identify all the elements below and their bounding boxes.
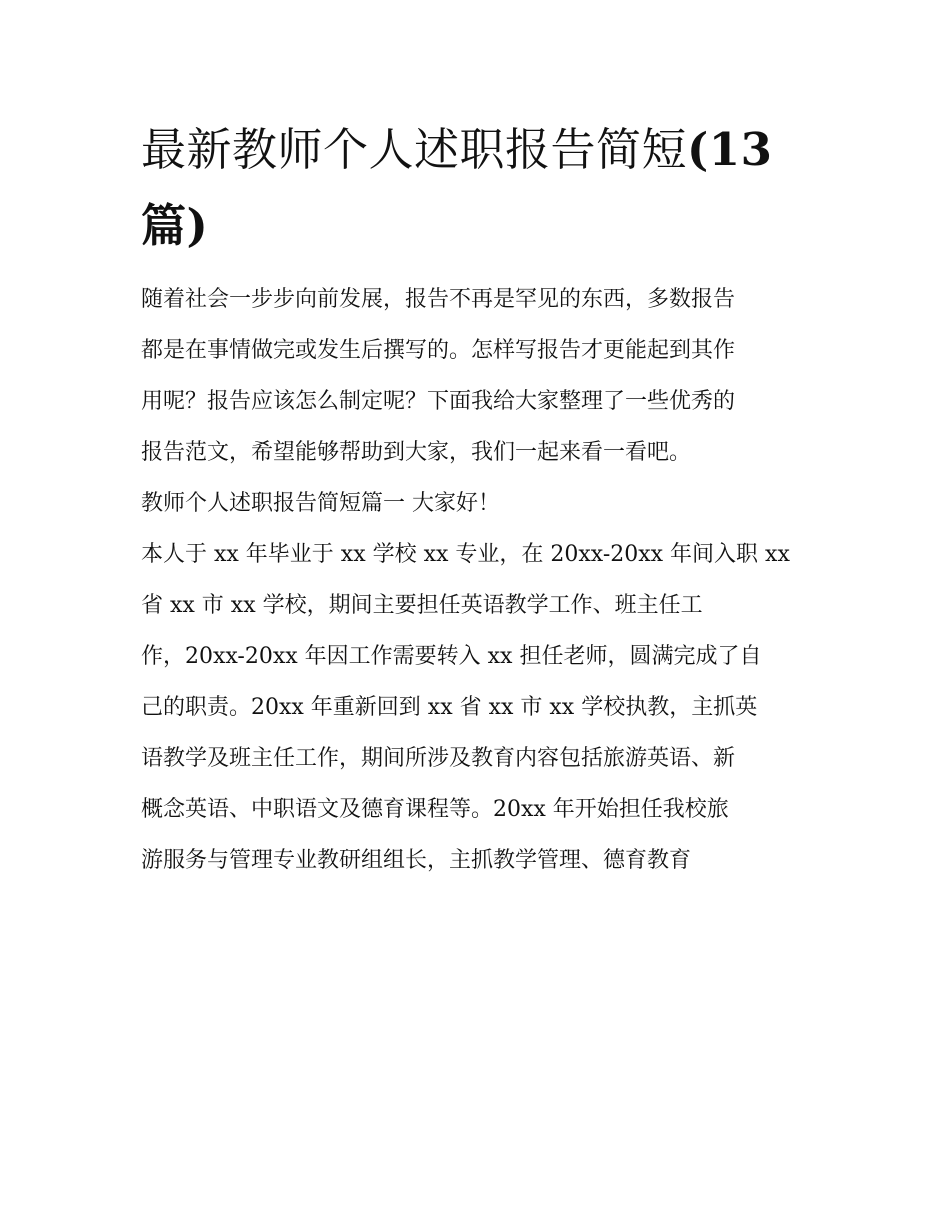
body-line: 省 xx 市 xx 学校，期间主要担任英语教学工作、班主任工	[141, 593, 703, 618]
document-content	[141, 112, 813, 886]
section-heading-text: 教师个人述职报告简短篇一 大家好！	[141, 491, 500, 516]
body-line: 语教学及班主任工作，期间所涉及教育内容包括旅游英语、新	[141, 746, 736, 771]
intro-line: 随着社会一步步向前发展，报告不再是罕见的东西，多数报告	[141, 287, 736, 312]
title-main-text: 最新教师个人述职报告简短	[141, 123, 688, 176]
intro-line: 用呢？报告应该怎么制定呢？下面我给大家整理了一些优秀的	[141, 389, 736, 414]
body-line: 概念英语、中职语文及德育课程等。20xx 年开始担任我校旅	[141, 797, 729, 822]
intro-paragraph	[141, 274, 813, 478]
document-title	[141, 112, 813, 264]
body-paragraph	[141, 529, 813, 886]
body-line: 己的职责。20xx 年重新回到 xx 省 xx 市 xx 学校执教，主抓英	[141, 695, 758, 720]
title-line-1	[141, 112, 813, 188]
body-line: 本人于 xx 年毕业于 xx 学校 xx 专业，在 20xx-20xx 年间入职 xx	[141, 542, 790, 567]
intro-line: 报告范文，希望能够帮助到大家，我们一起来看一看吧。	[141, 440, 692, 465]
section-heading	[141, 478, 813, 529]
title-count-close: 篇)	[141, 199, 209, 252]
body-line: 游服务与管理专业教研组组长，主抓教学管理、德育教育	[141, 848, 692, 873]
intro-line: 都是在事情做完或发生后撰写的。怎样写报告才更能起到其作	[141, 338, 736, 363]
title-line-2	[141, 188, 813, 264]
body-line: 作，20xx-20xx 年因工作需要转入 xx 担任老师，圆满完成了自	[141, 644, 762, 669]
title-count-open: (13	[687, 123, 773, 176]
